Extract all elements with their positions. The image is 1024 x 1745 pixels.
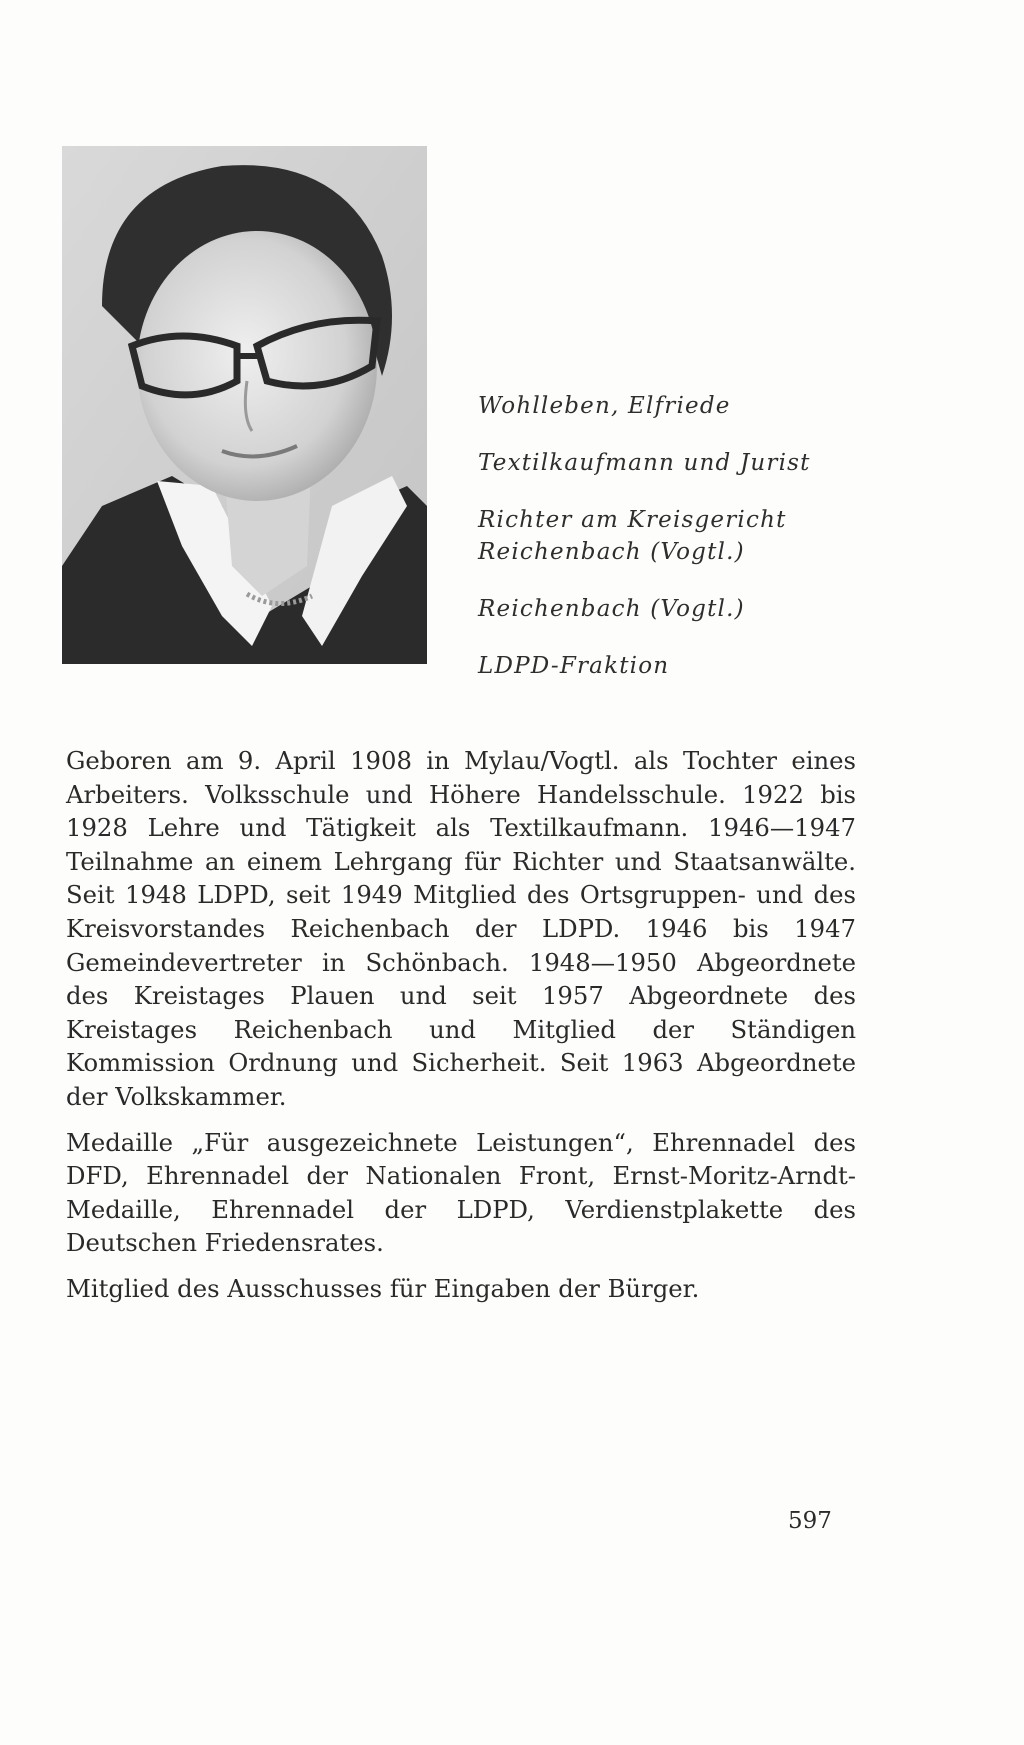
person-name: Wohlleben, Elfriede <box>478 393 731 419</box>
biography-text <box>66 744 856 1318</box>
awards-paragraph: Medaille „Für ausgezeichnete Leistungen“, Ehrennadel des DFD, Ehrennadel der Nationalen Front, Ernst-Moritz-Arndt-Medaille, Ehrennadel der LDPD, Verdienstplakette des Deutschen Friedensrates. <box>66 1127 856 1258</box>
committee-paragraph: Mitglied des Ausschusses für Eingaben der Bürger. <box>66 1273 700 1303</box>
biography-paragraph: Geboren am 9. April 1908 in Mylau/Vogtl. als Tochter eines Arbeiters. Volksschule und Höhere Handelsschule. 1922 bis 1928 Lehre und Tätigkeit als Textilkaufmann. 1946—1947 Teilnahme an einem Lehrgang für Richter und Staatsanwälte. Seit 1948 LDPD, seit 1949 Mitglied des Ortsgruppen- und des Kreisvorstandes Reichenbach der LDPD. 1946 bis 1947 Gemeindevertreter in Schönbach. 1948—1950 Abgeordnete des Kreistages Plauen und seit 1957 Abgeordnete des Kreistages Reichenbach und Mitglied der Ständigen Kommission Ordnung und Sicherheit. Seit 1963 Abgeordnete der Volkskammer. <box>66 746 856 1111</box>
person-position-line2: Reichenbach (Vogtl.) <box>478 539 745 565</box>
portrait-icon <box>62 146 427 664</box>
person-position-line1: Richter am Kreisgericht <box>478 507 787 533</box>
portrait-photo <box>62 146 427 664</box>
person-faction: LDPD-Fraktion <box>478 653 670 679</box>
page-number: 597 <box>788 1508 832 1534</box>
person-profession: Textilkaufmann und Jurist <box>478 450 811 476</box>
person-residence: Reichenbach (Vogtl.) <box>478 596 745 622</box>
biography-header <box>478 390 898 682</box>
